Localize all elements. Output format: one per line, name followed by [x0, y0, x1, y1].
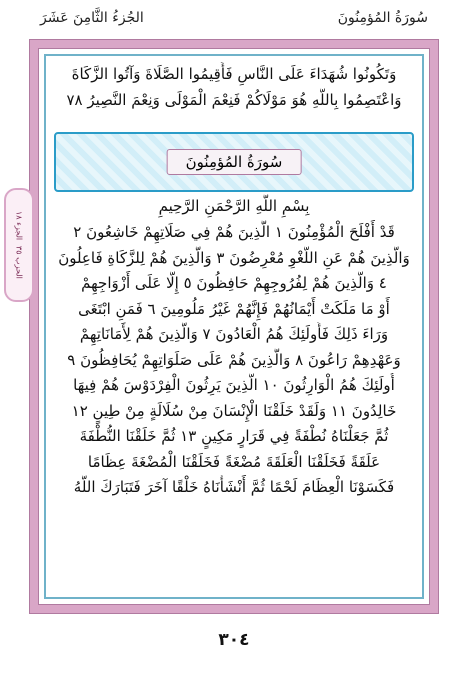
verse-line: خَالِدُونَ ١١ وَلَقَدْ خَلَقْنَا الْإِنْسَانَ مِنْ سُلَالَةٍ مِنْ طِينٍ ١٢ — [71, 401, 397, 420]
basmala-block — [52, 194, 416, 220]
body-text — [52, 220, 416, 501]
verse-line: وَعَهْدِهِمْ رَاعُونَ ٨ وَالَّذِينَ هُمْ عَلَى صَلَوَاتِهِمْ يُحَافِظُونَ ٩ — [67, 350, 401, 369]
verse-line: وَتَكُونُوا شُهَدَاءَ عَلَى النَّاسِ فَأَقِيمُوا الصَّلَاةَ وَآتُوا الزَّكَاةَ — [71, 65, 397, 83]
juz-hizb-badge — [4, 188, 34, 302]
verse-line: وَاعْتَصِمُوا بِاللَّهِ هُوَ مَوْلَاكُمْ فَنِعْمَ الْمَوْلَى وَنِعْمَ النَّصِيرُ ٧٨ — [66, 90, 402, 109]
surah-banner — [54, 132, 414, 192]
verse-line: فَكَسَوْنَا الْعِظَامَ لَحْمًا ثُمَّ أَنْشَأْنَاهُ خَلْقًا آخَرَ فَتَبَارَكَ اللَّهُ — [73, 478, 395, 496]
top-text — [52, 62, 416, 113]
page-number: ٣٠٤ — [218, 630, 250, 650]
page-frame — [30, 40, 438, 613]
basmala: بِسْمِ اللَّهِ الرَّحْمَنِ الرَّحِيمِ — [158, 197, 310, 215]
verse-line: وَالَّذِينَ هُمْ عَنِ اللَّغْوِ مُعْرِضُونَ ٣ وَالَّذِينَ هُمْ لِلزَّكَاةِ فَاعِلُونَ — [58, 248, 410, 267]
header-juz: الجُزءُ الثَّامِنَ عَشَرَ — [40, 10, 144, 26]
verse-line: قَدْ أَفْلَحَ الْمُؤْمِنُونَ ١ الَّذِينَ هُمْ فِي صَلَاتِهِمْ خَاشِعُونَ ٢ — [73, 223, 395, 241]
juz-label: الجزء ١٨ — [14, 210, 24, 241]
verse-line: وَرَاءَ ذَلِكَ فَأُولَئِكَ هُمُ الْعَادُونَ ٧ وَالَّذِينَ هُمْ لِأَمَانَاتِهِمْ — [79, 325, 389, 343]
verse-line: أُولَئِكَ هُمُ الْوَارِثُونَ ١٠ الَّذِينَ يَرِثُونَ الْفِرْدَوْسَ هُمْ فِيهَا — [73, 376, 395, 394]
verse-line: أَوْ مَا مَلَكَتْ أَيْمَانُهُمْ فَإِنَّهُمْ غَيْرُ مَلُومِينَ ٦ فَمَنِ ابْتَغَى — [78, 299, 390, 318]
header-surah: سُورَةُ المُؤمِنُونَ — [337, 10, 428, 26]
hizb-label: الحزب ٣٥ — [14, 246, 24, 280]
surah-title: سُورَةُ المُؤمِنُونَ — [167, 149, 302, 175]
verse-line: عَلَقَةً فَخَلَقْنَا الْعَلَقَةَ مُضْغَةً فَخَلَقْنَا الْمُضْغَةَ عِظَامًا — [87, 452, 381, 471]
verse-line: ٤ وَالَّذِينَ هُمْ لِفُرُوجِهِمْ حَافِظُونَ ٥ إِلَّا عَلَى أَزْوَاجِهِمْ — [81, 274, 387, 292]
verse-line: ثُمَّ جَعَلْنَاهُ نُطْفَةً فِي قَرَارٍ مَكِينٍ ١٣ ثُمَّ خَلَقْنَا النُّطْفَةَ — [79, 427, 389, 445]
